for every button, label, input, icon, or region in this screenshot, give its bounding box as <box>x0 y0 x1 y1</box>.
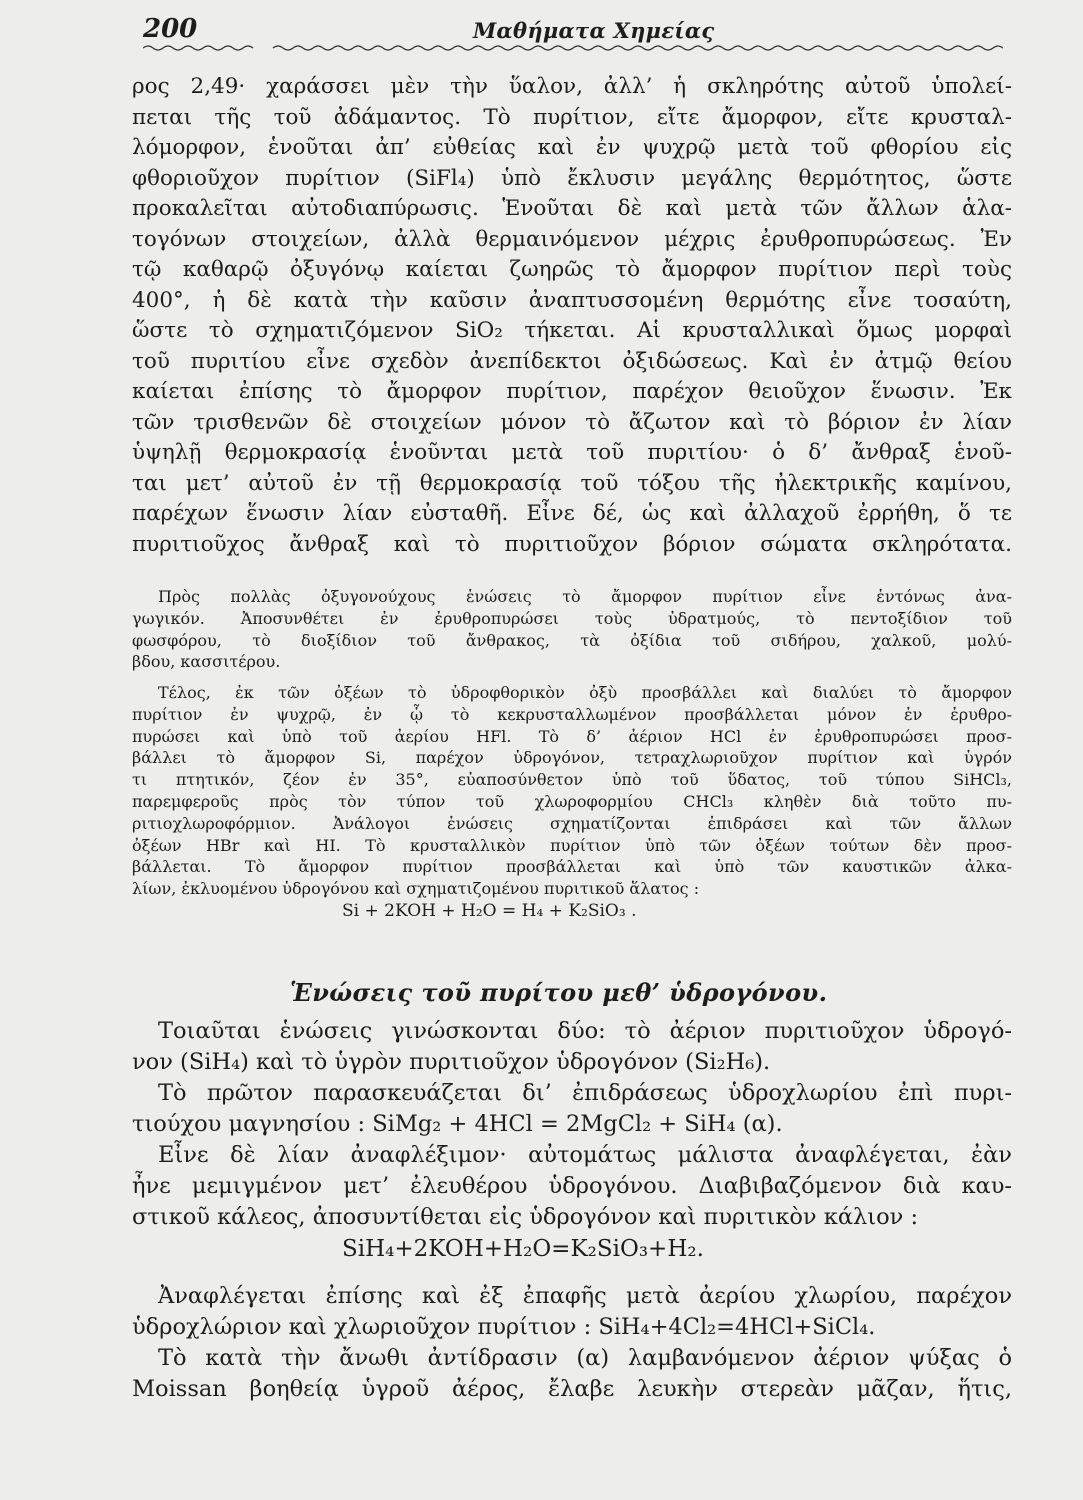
text-line: λίων, ἐκλυομένου ὑδρογόνου καὶ σχηματιζομένου πυριτικοῦ ἅλατος : <box>132 879 700 899</box>
text-line: πυρώσει καὶ ὑπὸ τοῦ ἀερίου HFl. Τὸ δ’ ἀέριον HCl ἐν ἐρυθροπυρώσει προσ- <box>132 726 1012 746</box>
text-line: τῶν τρισθενῶν δὲ στοιχείων μόνον τὸ ἄζωτον καὶ τὸ βόριον ἐν λίαν <box>132 409 1012 435</box>
text-line: Εἶνε δὲ λίαν ἀναφλέξιμον· αὐτομάτως μάλιστα ἀναφλέγεται, ἐὰν <box>158 1142 1012 1168</box>
text-line: ται μετ’ αὐτοῦ ἐν τῇ θερμοκρασίᾳ τοῦ τόξου τῆς ἠλεκτρικῆς καμίνου, <box>132 470 1012 496</box>
text-line: ἦνε μεμιγμένον μετ’ ἐλευθέρου ὑδρογόνου. Διαβιβαζόμενον διὰ καυ- <box>132 1173 1012 1199</box>
page-header <box>143 14 1003 44</box>
small-print-paragraph-a <box>132 586 1012 673</box>
text-line: παρέχων ἕνωσιν λίαν εὐσταθῆ. Εἶνε δέ, ὡς καὶ ἀλλαχοῦ ἐρρήθη, ὅ τε <box>132 501 1012 526</box>
text-line: φωσφόρου, τὸ διοξίδιον τοῦ ἄνθρακος, τὰ ὀξίδια τοῦ σιδήρου, χαλκοῦ, μολύ- <box>132 630 1012 650</box>
header-wavy-rule <box>143 44 1003 52</box>
text-line: ριτιοχλωροφόρμιον. Ἀνάλογοι ἑνώσεις σχηματίζονται ἐπιδράσει καὶ τῶν ἄλλων <box>132 813 1012 833</box>
main-paragraph <box>132 72 1012 560</box>
text-line: γωγικόν. Ἀποσυνθέτει ἐν ἐρυθροπυρώσει τοὺς ὑδρατμούς, τὸ πεντοξίδιον τοῦ <box>132 608 1012 628</box>
text-line: πεται τῆς τοῦ ἀδάμαντος. Τὸ πυρίτιον, εἴτε ἄμορφον, εἴτε κρυσταλ- <box>132 104 1012 130</box>
text-line: βάλλεται. Τὸ ἄμορφον πυρίτιον προσβάλλεται καὶ ὑπὸ τῶν καυστικῶν ἀλκα- <box>132 857 1012 877</box>
text-line: ὑψηλῇ θερμοκρασίᾳ ἑνοῦνται μετὰ τοῦ πυριτίου· ὁ δ’ ἄνθραξ ἑνοῦ- <box>132 440 1012 465</box>
text-line: στικοῦ κάλεος, ἀποσυντίθεται εἰς ὑδρογόνον καὶ πυριτικὸν κάλιον : <box>132 1204 919 1230</box>
text-line: τιούχου μαγνησίου : SiMg₂ + 4HCl = 2MgCl₂ + SiH₄ (α). <box>132 1111 783 1137</box>
text-line: πυριτιοῦχος ἄνθραξ καὶ τὸ πυριτιοῦχον βόριον σώματα σκληρότατα. <box>132 531 1012 557</box>
text-line: τοῦ πυριτίου εἶνε σχεδὸν ἀνεπίδεκτοι ὀξιδώσεως. Καὶ ἐν ἀτμῷ θείου <box>132 348 1012 374</box>
text-line: Τὸ κατὰ τὴν ἄνωθι ἀντίδρασιν (α) λαμβανόμενον ἀέριον ψύξας ὁ <box>158 1345 1012 1371</box>
text-line: φθοριοῦχον πυρίτιον (SiFl₄) ὑπὸ ἔκλυσιν μεγάλης θερμότητος, ὥστε <box>132 165 1012 191</box>
text-line: τῷ καθαρῷ ὀξυγόνῳ καίεται ζωηρῶς τὸ ἄμορφον πυρίτιον περὶ τοὺς <box>132 257 1012 282</box>
text-line: Πρὸς πολλὰς ὀξυγονούχους ἑνώσεις τὸ ἄμορφον πυρίτιον εἶνε ἐντόνως ἀνα- <box>158 587 1012 606</box>
text-line: Τοιαῦται ἑνώσεις γινώσκονται δύο: τὸ ἀέριον πυριτιοῦχον ὑδρογό- <box>158 1018 1012 1044</box>
text-line: βδου, κασσιτέρου. <box>132 652 281 672</box>
lower-paragraph-b <box>132 1281 1012 1405</box>
text-line: λόμορφον, ἑνοῦται ἀπ’ εὐθείας καὶ ἐν ψυχρῷ μετὰ τοῦ φθορίου εἰς <box>132 135 1012 160</box>
text-line: πυρίτιον ἐν ψυχρῷ, ἐν ᾧ τὸ κεκρυσταλλωμένον προσβάλλεται μόνον ἐν ἐρυθρο- <box>132 704 1012 724</box>
text-line: ὑδροχλώριον καὶ χλωριοῦχον πυρίτιον : SiH₄+4Cl₂=4HCl+SiCl₄. <box>132 1314 876 1340</box>
text-line: προκαλεῖται αὐτοδιαπύρωσις. Ἑνοῦται δὲ καὶ μετὰ τῶν ἄλλων ἁλα- <box>132 196 1012 221</box>
running-title: Μαθήματα Χημείας <box>473 18 715 43</box>
chemical-equation: SiH₄+2KOH+H₂O=K₂SiO₃+H₂. <box>342 1236 704 1262</box>
text-line: βάλλει τὸ ἄμορφον Si, παρέχον ὑδρογόνον, τετραχλωριοῦχον πυρίτιον καὶ ὑγρόν <box>132 748 1012 768</box>
text-line: Ἀναφλέγεται ἐπίσης καὶ ἐξ ἐπαφῆς μετὰ ἀερίου χλωρίου, παρέχον <box>158 1283 1012 1309</box>
text-line: ὥστε τὸ σχηματιζόμενον SiO₂ τήκεται. Αἱ κρυσταλλικαὶ ὅμως μορφαὶ <box>132 318 1012 343</box>
chemical-equation: Si + 2KOH + H₂O = H₄ + K₂SiO₃ . <box>342 900 637 921</box>
text-line: ὀξέων HBr καὶ HI. Τὸ κρυσταλλικὸν πυρίτιον ὑπὸ τῶν ὀξέων τούτων δὲν προσ- <box>132 835 1012 855</box>
text-line: τογόνων στοιχείων, ἀλλὰ θερμαινόμενον μέχρις ἐρυθροπυρώσεως. Ἐν <box>132 226 1012 252</box>
text-line: τι πτητικόν, ζέον ἐν 35°, εὐαποσύνθετον ὑπὸ τοῦ ὕδατος, τοῦ τύπου SiHCl₃, <box>132 770 1012 790</box>
lower-paragraph-a <box>132 1016 1012 1265</box>
text-line: καίεται ἐπίσης τὸ ἄμορφον πυρίτιον, παρέχον θειοῦχον ἕνωσιν. Ἐκ <box>132 379 1012 404</box>
text-line: 400°, ἡ δὲ κατὰ τὴν καῦσιν ἀναπτυσσομένη θερμότης εἶνε τοσαύτη, <box>132 287 1012 313</box>
text-line: Τέλος, ἐκ τῶν ὀξέων τὸ ὑδροφθορικὸν ὀξὺ προσβάλλει καὶ διαλύει τὸ ἄμορφον <box>158 683 1012 702</box>
small-print-paragraph-b <box>132 682 1012 922</box>
text-line: παρεμφεροῦς πρὸς τὸν τύπον τοῦ χλωροφορμίου CHCl₃ κληθὲν διὰ τοῦτο πυ- <box>132 791 1012 811</box>
text-line: ρος 2,49· χαράσσει μὲν τὴν ὕαλον, ἀλλ’ ἡ σκληρότης αὐτοῦ ὑπολεί- <box>132 74 1012 99</box>
text-line: Τὸ πρῶτον παρασκευάζεται δι’ ἐπιδράσεως ὑδροχλωρίου ἐπὶ πυρι- <box>158 1080 1012 1106</box>
section-heading: Ἑνώσεις τοῦ πυρίτου μεθ’ ὑδρογόνου. <box>290 978 828 1007</box>
page-number: 200 <box>143 14 198 44</box>
text-line: Moissan βοηθείᾳ ὑγροῦ ἀέρος, ἔλαβε λευκὴν στερεὰν μᾶζαν, ἥτις, <box>132 1376 1012 1402</box>
text-line: νον (SiH₄) καὶ τὸ ὑγρὸν πυριτιοῦχον ὑδρογόνον (Si₂H₆). <box>132 1049 771 1075</box>
